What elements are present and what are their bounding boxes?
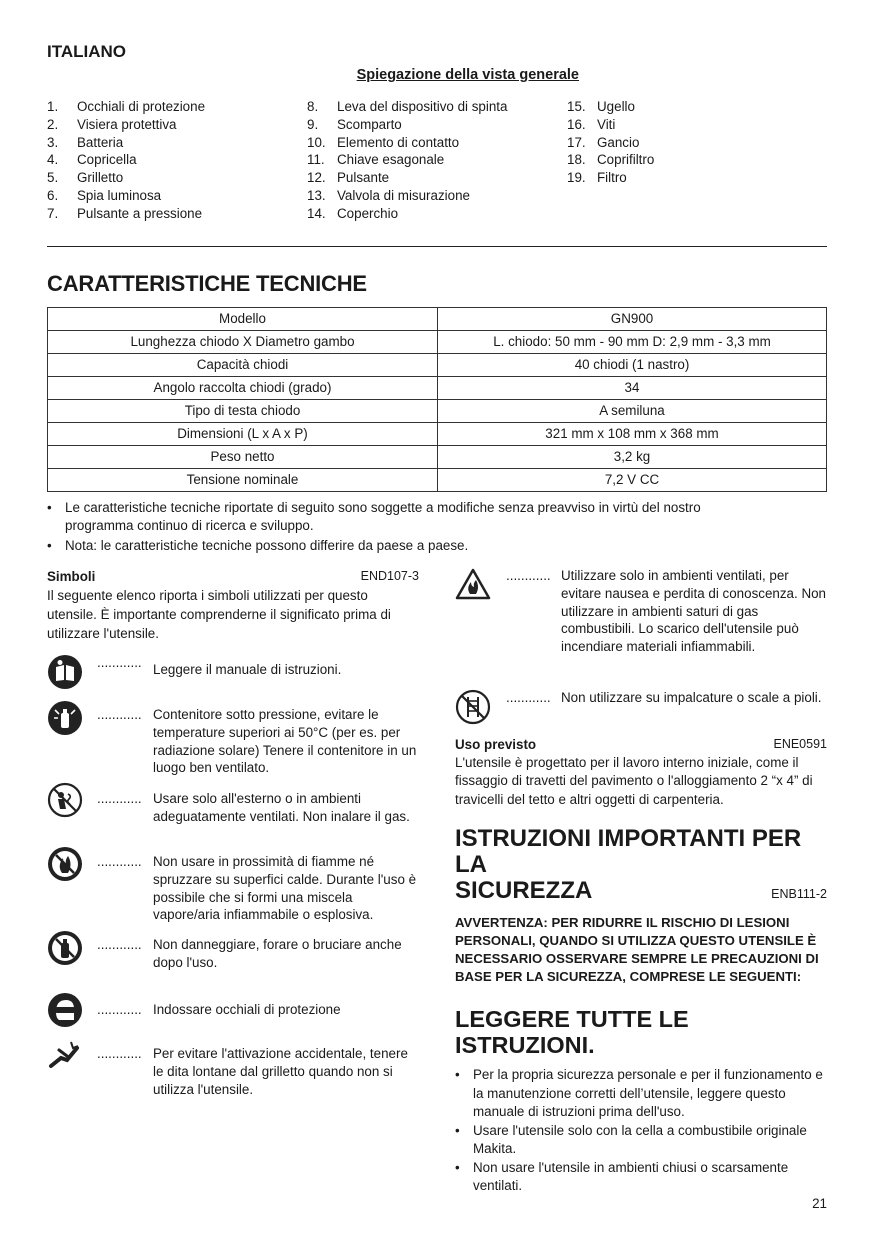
safety-title-line2: SICUREZZA (455, 877, 593, 904)
symbol-text: Non danneggiare, forare o bruciare anche dopo l'uso. (153, 937, 402, 970)
specs-notes (47, 499, 827, 554)
symbol-row: ............ Contenitore sotto pressione, evitare le temperature superiori ai 50°C (per es. per radiazione solare) Tenere il contenitore in un luogo ben ventilato. (47, 700, 419, 784)
list-item: 12. Pulsante (307, 170, 390, 186)
list-item: 5. Grilletto (47, 170, 124, 186)
table-row: Capacità chiodi 40 chiodi (1 nastro) (48, 354, 827, 377)
table-row: Tensione nominale 7,2 V CC (48, 469, 827, 492)
overview-column-3 (567, 98, 817, 187)
list-item: • Nota: le caratteristiche tecniche possono differire da paese a paese. (47, 537, 469, 553)
symbols-heading: Simboli END107-3 (47, 569, 419, 584)
overview-column-1 (47, 98, 297, 223)
no-puncture-icon (47, 930, 83, 966)
symbol-text: Leggere il manuale di istruzioni. (153, 662, 342, 677)
flammable-warning-icon (455, 567, 491, 603)
list-item: 10. Elemento di contatto (307, 134, 460, 150)
safety-section (455, 826, 827, 1196)
overview-column-2 (307, 98, 557, 223)
read-manual-icon (47, 654, 83, 690)
list-item: 4. Copricella (47, 152, 137, 168)
list-item: 18. Coprifiltro (567, 152, 655, 168)
read-all-instructions-title: LEGGERE TUTTE LE ISTRUZIONI. (455, 1006, 689, 1058)
symbols-section (47, 568, 419, 643)
symbol-text: Non usare in prossimità di fiamme né spruzzare su superfici calde. Durante l'uso è possibile che si formi una miscela vapore/aria infiammabile o esplosiva. (153, 854, 417, 923)
finger-off-trigger-icon (47, 1038, 83, 1074)
table-row: Dimensioni (L x A x P) 321 mm x 108 mm x 368 mm (48, 423, 827, 446)
symbol-text: Non utilizzare su impalcature o scale a pioli. (561, 690, 822, 705)
symbol-row: ............ Non utilizzare su impalcature o scale a pioli. (455, 689, 827, 729)
list-item: • Le caratteristiche tecniche riportate di seguito sono soggette a modifiche senza preavviso in virtù del nostro programma continuo di ricerca e sviluppo. (47, 500, 701, 533)
list-item: 7. Pulsante a pressione (47, 205, 203, 221)
no-flame-icon (47, 846, 83, 882)
symbol-text: Utilizzare solo in ambienti ventilati, per evitare nausea e perdita di conoscenza. Non utilizzare in ambienti saturi di gas combustibili. Lo scarico dell'utensile può incendiare materiali infiammabili. (561, 568, 827, 655)
table-row: Lunghezza chiodo X Diametro gambo L. chiodo: 50 mm - 90 mm D: 2,9 mm - 3,3 mm (48, 331, 827, 354)
overview-title: Spiegazione della vista generale (356, 67, 579, 83)
symbol-row: ............ Non danneggiare, forare o bruciare anche dopo l'uso. (47, 930, 419, 974)
symbol-row: ............ Per evitare l'attivazione accidentale, tenere le dita lontane dal grilletto quando non si utilizza l'utensile. (47, 1038, 419, 1102)
list-item: 13. Valvola di misurazione (307, 187, 470, 203)
list-item: 15. Ugello (567, 99, 635, 114)
symbol-text: Contenitore sotto pressione, evitare le temperature superiori ai 50°C (per es. per radiazione solare) Tenere il contenitore in un luogo ben ventilato. (153, 707, 417, 776)
safety-warning: AVVERTENZA: PER RIDURRE IL RISCHIO DI LESIONI PERSONALI, QUANDO SI UTILIZZA QUESTO UTENSILE È NECESSARIO OSSERVARE SEMPRE LE PRECAUZIONI DI BASE PER LA SICUREZZA, COMPRESE LE SEGUENTI: (455, 915, 819, 984)
intended-use-text: L'utensile è progettato per il lavoro interno iniziale, come il fissaggio di travetti del pavimento o l'alloggiamento 2 “x 4” di travicelli del tetto e altri oggetti di carpenteria. (455, 754, 813, 807)
language-heading: ITALIANO (47, 42, 127, 61)
list-item: 6. Spia luminosa (47, 187, 162, 203)
specs-title: CARATTERISTICHE TECNICHE (47, 271, 367, 296)
safety-code: ENB111-2 (771, 887, 827, 901)
table-row: Angolo raccolta chiodi (grado) 34 (48, 377, 827, 400)
list-item: 14. Coperchio (307, 205, 399, 221)
list-item: 17. Gancio (567, 134, 640, 150)
list-item: • Per la propria sicurezza personale e per il funzionamento e la manutenzione corretti dell’utensile, leggere questo manuale di istruzioni prima dell'uso. (455, 1067, 823, 1119)
safety-title-line1: ISTRUZIONI IMPORTANTI PER LA (455, 825, 802, 878)
symbol-row: ............ Indossare occhiali di protezione (47, 992, 419, 1032)
symbol-text: Indossare occhiali di protezione (153, 1002, 341, 1017)
list-item: • Non usare l'utensile in ambienti chiusi o scarsamente ventilati. (455, 1159, 789, 1193)
safety-bullets (455, 1066, 827, 1196)
table-row: Tipo di testa chiodo A semiluna (48, 400, 827, 423)
list-item: 9. Scomparto (307, 116, 402, 132)
symbol-row: ............ Leggere il manuale di istruzioni. (47, 654, 419, 694)
section-divider (47, 246, 827, 247)
list-item: 8. Leva del dispositivo di spinta (307, 99, 508, 114)
symbol-row: ............ Utilizzare solo in ambienti ventilati, per evitare nausea e perdita di conoscenza. Non utilizzare in ambienti saturi di gas combustibili. Lo scarico dell'utensile può incendiare materiali infiammabili. (455, 567, 827, 683)
list-item: 16. Viti (567, 116, 616, 132)
table-row: Peso netto 3,2 kg (48, 446, 827, 469)
list-item: 1. Occhiali di protezione (47, 99, 206, 114)
symbols-intro: Il seguente elenco riporta i simboli utilizzati per questo utensile. È importante comprenderne il significato prima di utilizzare l'utensile. (47, 587, 391, 641)
symbol-row: ............ Non usare in prossimità di fiamme né spruzzare su superfici calde. Durante l'uso è possibile che si formi una miscela vapore/aria infiammabile o esplosiva. (47, 846, 419, 928)
page-number: 21 (812, 1196, 827, 1211)
intended-use-heading: Uso previsto ENE0591 (455, 737, 827, 752)
symbol-text: Usare solo all'esterno o in ambienti adeguatamente ventilati. Non inalare il gas. (153, 791, 410, 824)
list-item: 3. Batteria (47, 134, 124, 150)
eye-protection-icon (47, 992, 83, 1028)
specs-table (47, 307, 827, 492)
pressurized-container-icon (47, 700, 83, 736)
ventilation-icon (47, 782, 83, 818)
list-item: 19. Filtro (567, 170, 627, 186)
list-item: • Usare l'utensile solo con la cella a combustibile originale Makita. (455, 1122, 807, 1156)
list-item: 11. Chiave esagonale (307, 152, 445, 168)
symbol-row: ............ Usare solo all'esterno o in ambienti adeguatamente ventilati. Non inalare il gas. (47, 782, 419, 844)
no-ladder-icon (455, 689, 491, 725)
list-item: 2. Visiera protettiva (47, 116, 177, 132)
symbol-text: Per evitare l'attivazione accidentale, tenere le dita lontane dal grilletto quando non si utilizza l'utensile. (153, 1046, 408, 1097)
intended-use-section (455, 736, 827, 809)
table-row: Modello GN900 (48, 308, 827, 331)
